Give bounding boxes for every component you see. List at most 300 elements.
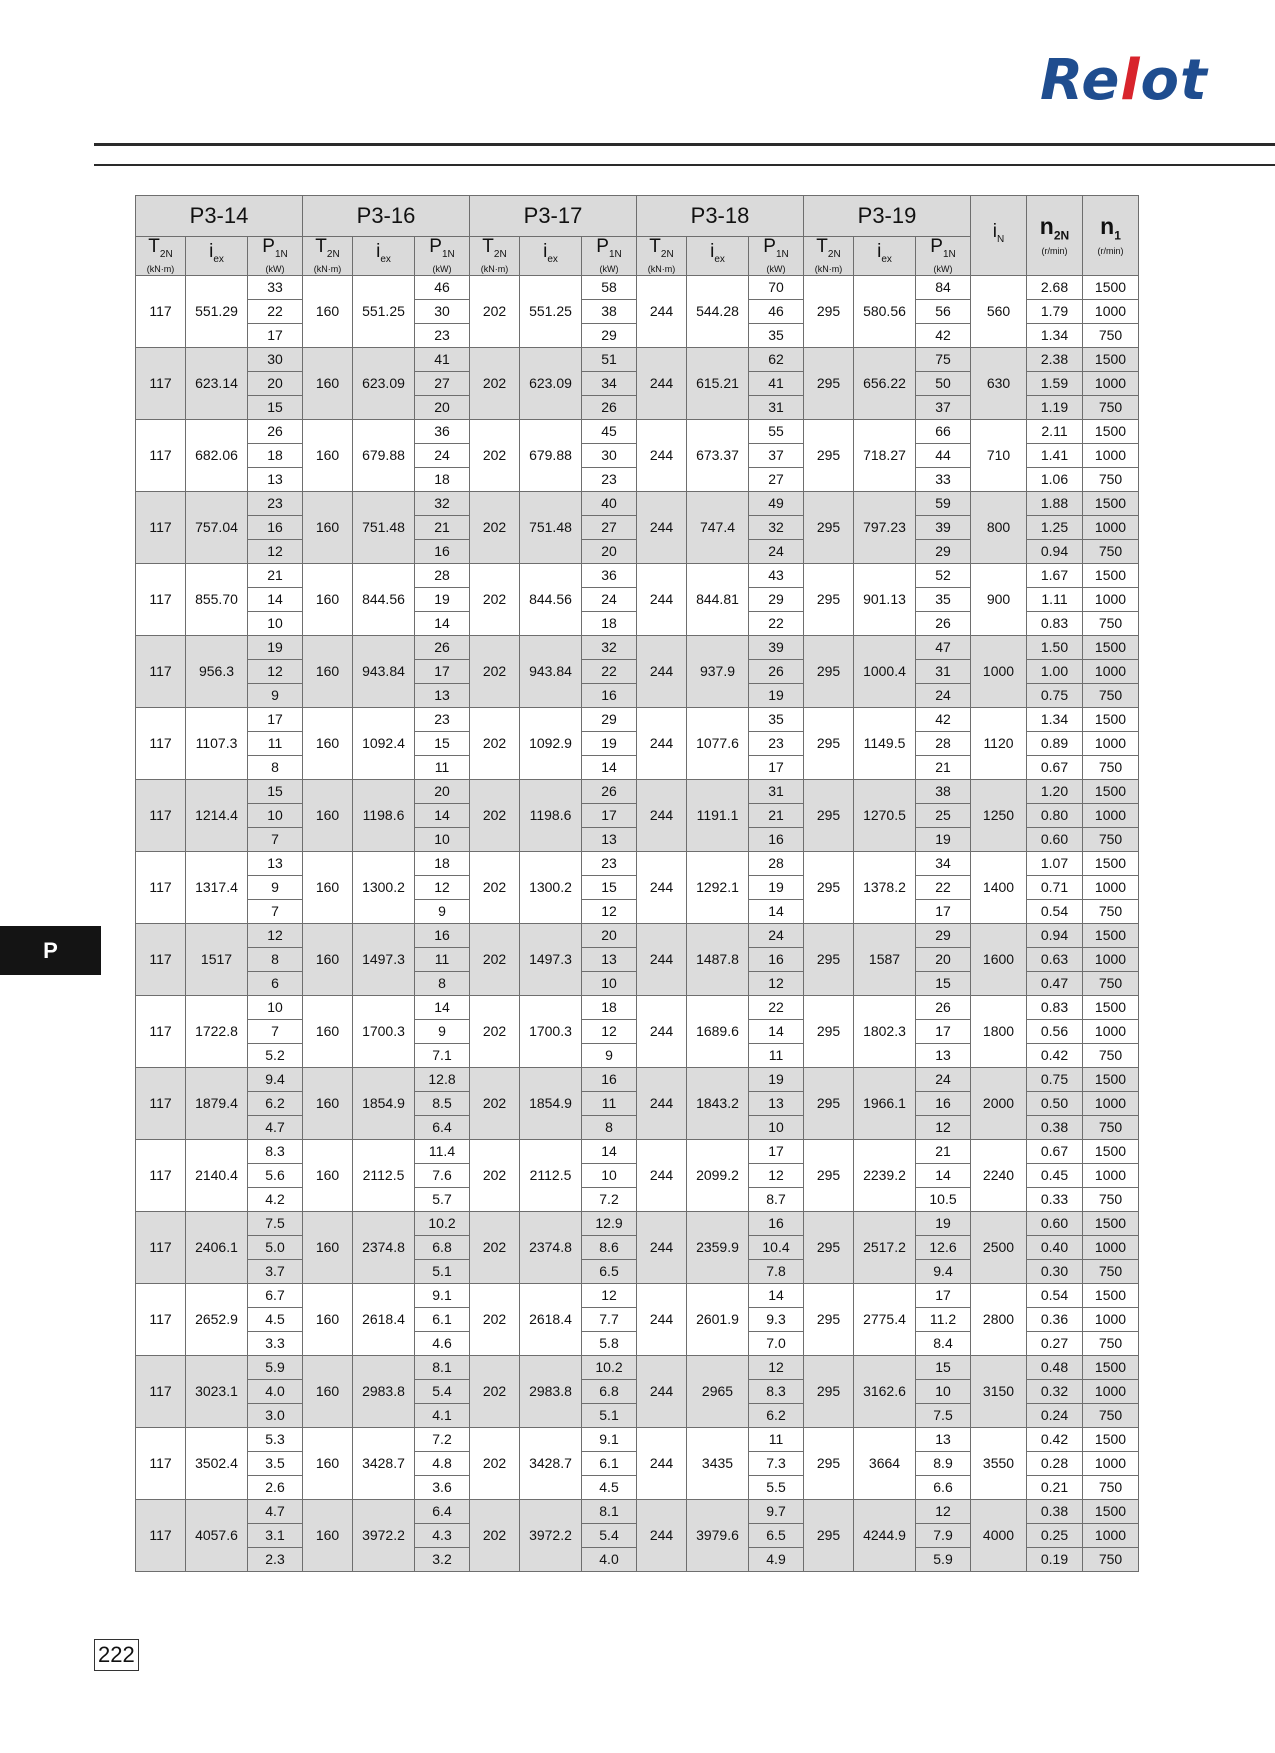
p1n-cell: 8 bbox=[248, 756, 303, 780]
t2n-cell: 160 bbox=[303, 564, 353, 636]
t2n-cell: 117 bbox=[136, 1284, 186, 1356]
iex-cell: 937.9 bbox=[687, 636, 749, 708]
p1n-cell: 62 bbox=[749, 348, 804, 372]
p1n-cell: 17 bbox=[749, 756, 804, 780]
p1n-cell: 13 bbox=[582, 828, 637, 852]
p1n-cell: 5.4 bbox=[582, 1524, 637, 1548]
in-cell: 900 bbox=[971, 564, 1027, 636]
iex-cell: 1092.9 bbox=[520, 708, 582, 780]
p1n-cell: 31 bbox=[916, 660, 971, 684]
t2n-cell: 202 bbox=[470, 348, 520, 420]
t2n-unit: (kN·m) bbox=[480, 263, 509, 274]
n1-cell: 1000 bbox=[1083, 732, 1139, 756]
iex-cell: 1191.1 bbox=[687, 780, 749, 852]
p1n-cell: 34 bbox=[916, 852, 971, 876]
p1n-cell: 33 bbox=[916, 468, 971, 492]
n1-cell: 750 bbox=[1083, 1476, 1139, 1500]
t2n-cell: 117 bbox=[136, 924, 186, 996]
p1n-cell: 16 bbox=[582, 1068, 637, 1092]
p1n-cell: 12 bbox=[582, 900, 637, 924]
n1-cell: 1500 bbox=[1083, 924, 1139, 948]
t2n-cell: 117 bbox=[136, 348, 186, 420]
iex-cell: 2983.8 bbox=[353, 1356, 415, 1428]
p1n-cell: 5.1 bbox=[415, 1260, 470, 1284]
n2n-cell: 0.60 bbox=[1027, 1212, 1083, 1236]
p1n-cell: 20 bbox=[916, 948, 971, 972]
p1n-cell: 4.2 bbox=[248, 1188, 303, 1212]
p1n-cell: 7.2 bbox=[415, 1428, 470, 1452]
p1n-cell: 49 bbox=[749, 492, 804, 516]
p1n-cell: 16 bbox=[916, 1092, 971, 1116]
p1n-cell: 22 bbox=[582, 660, 637, 684]
in-cell: 800 bbox=[971, 492, 1027, 564]
p1n-cell: 18 bbox=[582, 612, 637, 636]
table-row bbox=[136, 1140, 1139, 1164]
n2n-cell: 1.34 bbox=[1027, 708, 1083, 732]
iex-header bbox=[854, 237, 916, 276]
p1n-cell: 84 bbox=[916, 276, 971, 300]
model-header-p3-16: P3-16 bbox=[303, 196, 470, 237]
header-rule-bottom bbox=[94, 164, 1275, 166]
p1n-cell: 29 bbox=[749, 588, 804, 612]
t2n-subscript: 2N bbox=[493, 248, 507, 260]
model-header-p3-14: P3-14 bbox=[136, 196, 303, 237]
p1n-symbol: $P_{1N}$ bbox=[262, 236, 288, 260]
p1n-cell: 3.2 bbox=[415, 1548, 470, 1572]
n1-cell: 1000 bbox=[1083, 372, 1139, 396]
table-row bbox=[136, 1356, 1139, 1380]
p1n-cell: 12 bbox=[248, 924, 303, 948]
p1n-cell: 21 bbox=[415, 516, 470, 540]
table-row bbox=[136, 1212, 1139, 1236]
p1n-cell: 22 bbox=[749, 612, 804, 636]
p1n-cell: 5.0 bbox=[248, 1236, 303, 1260]
in-cell: 3550 bbox=[971, 1428, 1027, 1500]
p1n-cell: 12 bbox=[248, 660, 303, 684]
t2n-cell: 295 bbox=[804, 1140, 854, 1212]
iex-cell: 1966.1 bbox=[854, 1068, 916, 1140]
p1n-cell: 5.1 bbox=[582, 1404, 637, 1428]
t2n-cell: 160 bbox=[303, 492, 353, 564]
p1n-cell: 19 bbox=[749, 876, 804, 900]
p1n-cell: 17 bbox=[248, 708, 303, 732]
n2n-cell: 0.48 bbox=[1027, 1356, 1083, 1380]
iex-cell: 673.37 bbox=[687, 420, 749, 492]
iex-cell: 4244.9 bbox=[854, 1500, 916, 1572]
n2n-cell: 0.83 bbox=[1027, 996, 1083, 1020]
p1n-cell: 14 bbox=[248, 588, 303, 612]
p1n-cell: 11 bbox=[415, 948, 470, 972]
iex-cell: 551.25 bbox=[520, 276, 582, 348]
iex-header bbox=[520, 237, 582, 276]
iex-cell: 623.14 bbox=[186, 348, 248, 420]
iex-cell: 943.84 bbox=[353, 636, 415, 708]
p1n-cell: 9.3 bbox=[749, 1308, 804, 1332]
t2n-cell: 244 bbox=[637, 1068, 687, 1140]
t2n-cell: 202 bbox=[470, 1356, 520, 1428]
iex-cell: 2601.9 bbox=[687, 1284, 749, 1356]
p1n-cell: 8.7 bbox=[749, 1188, 804, 1212]
in-cell: 2800 bbox=[971, 1284, 1027, 1356]
p1n-cell: 10 bbox=[582, 1164, 637, 1188]
t2n-cell: 202 bbox=[470, 852, 520, 924]
p1n-cell: 8.1 bbox=[582, 1500, 637, 1524]
n1-cell: 750 bbox=[1083, 612, 1139, 636]
n2n-cell: 0.60 bbox=[1027, 828, 1083, 852]
n1-cell: 1500 bbox=[1083, 1284, 1139, 1308]
table-row bbox=[136, 1068, 1139, 1092]
t2n-cell: 160 bbox=[303, 852, 353, 924]
n1-cell: 750 bbox=[1083, 756, 1139, 780]
p1n-cell: 18 bbox=[582, 996, 637, 1020]
p1n-cell: 8.4 bbox=[916, 1332, 971, 1356]
t2n-cell: 295 bbox=[804, 1284, 854, 1356]
n2n-unit: (r/min) bbox=[1041, 246, 1068, 257]
t2n-cell: 244 bbox=[637, 276, 687, 348]
table-row bbox=[136, 1428, 1139, 1452]
p1n-cell: 4.9 bbox=[749, 1548, 804, 1572]
t2n-cell: 117 bbox=[136, 996, 186, 1068]
t2n-cell: 244 bbox=[637, 708, 687, 780]
in-cell: 710 bbox=[971, 420, 1027, 492]
table-row bbox=[136, 420, 1139, 444]
p1n-cell: 15 bbox=[248, 780, 303, 804]
table-row bbox=[136, 1500, 1139, 1524]
t2n-cell: 160 bbox=[303, 348, 353, 420]
t2n-cell: 295 bbox=[804, 492, 854, 564]
p1n-cell: 9.1 bbox=[415, 1284, 470, 1308]
iex-cell: 2517.2 bbox=[854, 1212, 916, 1284]
p1n-cell: 14 bbox=[916, 1164, 971, 1188]
n2n-symbol: $n_{2N}$ bbox=[1039, 212, 1070, 243]
iex-cell: 544.28 bbox=[687, 276, 749, 348]
p1n-cell: 18 bbox=[415, 852, 470, 876]
n1-cell: 1000 bbox=[1083, 300, 1139, 324]
iex-cell: 2406.1 bbox=[186, 1212, 248, 1284]
iex-cell: 1092.4 bbox=[353, 708, 415, 780]
t2n-cell: 244 bbox=[637, 1284, 687, 1356]
p1n-cell: 9 bbox=[582, 1044, 637, 1068]
in-symbol: $i_N$ bbox=[992, 220, 1005, 245]
n2n-cell: 0.54 bbox=[1027, 900, 1083, 924]
p1n-cell: 16 bbox=[749, 1212, 804, 1236]
t2n-subscript: 2N bbox=[827, 248, 841, 260]
p1n-symbol: $P_{1N}$ bbox=[429, 236, 455, 260]
p1n-cell: 26 bbox=[916, 996, 971, 1020]
iex-cell: 656.22 bbox=[854, 348, 916, 420]
t2n-cell: 160 bbox=[303, 996, 353, 1068]
t2n-cell: 160 bbox=[303, 636, 353, 708]
iex-cell: 1214.4 bbox=[186, 780, 248, 852]
n2n-cell: 0.25 bbox=[1027, 1524, 1083, 1548]
n2n-cell: 0.24 bbox=[1027, 1404, 1083, 1428]
p1n-cell: 8 bbox=[415, 972, 470, 996]
in-cell: 1120 bbox=[971, 708, 1027, 780]
n1-cell: 750 bbox=[1083, 468, 1139, 492]
n1-cell: 750 bbox=[1083, 1404, 1139, 1428]
p1n-cell: 18 bbox=[248, 444, 303, 468]
n1-cell: 750 bbox=[1083, 1116, 1139, 1140]
n2n-cell: 0.38 bbox=[1027, 1500, 1083, 1524]
n1-cell: 750 bbox=[1083, 1260, 1139, 1284]
t2n-cell: 295 bbox=[804, 1068, 854, 1140]
p1n-cell: 35 bbox=[916, 588, 971, 612]
t2n-cell: 244 bbox=[637, 780, 687, 852]
t2n-cell: 295 bbox=[804, 708, 854, 780]
t2n-cell: 160 bbox=[303, 708, 353, 780]
p1n-cell: 16 bbox=[582, 684, 637, 708]
logo-accent-letter: l bbox=[1120, 48, 1141, 113]
t2n-cell: 117 bbox=[136, 780, 186, 852]
p1n-symbol: $P_{1N}$ bbox=[930, 236, 956, 260]
t2n-cell: 117 bbox=[136, 1428, 186, 1500]
iex-cell: 1107.3 bbox=[186, 708, 248, 780]
iex-cell: 1149.5 bbox=[854, 708, 916, 780]
p1n-cell: 3.7 bbox=[248, 1260, 303, 1284]
iex-cell: 1300.2 bbox=[353, 852, 415, 924]
iex-cell: 3502.4 bbox=[186, 1428, 248, 1500]
t2n-header bbox=[136, 237, 186, 276]
n1-cell: 750 bbox=[1083, 1332, 1139, 1356]
t2n-symbol: $T_{2N}$ bbox=[315, 236, 340, 260]
t2n-cell: 202 bbox=[470, 1284, 520, 1356]
n2n-cell: 0.45 bbox=[1027, 1164, 1083, 1188]
n2n-cell: 0.19 bbox=[1027, 1548, 1083, 1572]
p1n-cell: 7.6 bbox=[415, 1164, 470, 1188]
p1n-header bbox=[749, 237, 804, 276]
n2n-cell: 0.94 bbox=[1027, 540, 1083, 564]
p1n-cell: 28 bbox=[916, 732, 971, 756]
n1-cell: 1000 bbox=[1083, 1524, 1139, 1548]
n1-cell: 750 bbox=[1083, 684, 1139, 708]
p1n-cell: 15 bbox=[582, 876, 637, 900]
iex-cell: 1300.2 bbox=[520, 852, 582, 924]
iex-cell: 615.21 bbox=[687, 348, 749, 420]
p1n-cell: 14 bbox=[749, 900, 804, 924]
n1-cell: 1000 bbox=[1083, 516, 1139, 540]
p1n-cell: 5.8 bbox=[582, 1332, 637, 1356]
table-body bbox=[136, 276, 1139, 1572]
p1n-cell: 29 bbox=[916, 924, 971, 948]
p1n-cell: 41 bbox=[749, 372, 804, 396]
in-cell: 2500 bbox=[971, 1212, 1027, 1284]
n2n-cell: 0.63 bbox=[1027, 948, 1083, 972]
p1n-cell: 14 bbox=[749, 1020, 804, 1044]
p1n-subscript: 1N bbox=[775, 248, 789, 260]
t2n-cell: 244 bbox=[637, 636, 687, 708]
t2n-cell: 202 bbox=[470, 1500, 520, 1572]
iex-cell: 747.4 bbox=[687, 492, 749, 564]
p1n-cell: 35 bbox=[749, 324, 804, 348]
iex-cell: 1854.9 bbox=[353, 1068, 415, 1140]
p1n-cell: 12.9 bbox=[582, 1212, 637, 1236]
p1n-cell: 11 bbox=[749, 1428, 804, 1452]
p1n-cell: 26 bbox=[248, 420, 303, 444]
p1n-cell: 3.1 bbox=[248, 1524, 303, 1548]
iex-cell: 1517 bbox=[186, 924, 248, 996]
iex-cell: 2652.9 bbox=[186, 1284, 248, 1356]
p1n-cell: 31 bbox=[749, 780, 804, 804]
p1n-cell: 59 bbox=[916, 492, 971, 516]
p1n-cell: 12 bbox=[749, 1356, 804, 1380]
iex-cell: 1487.8 bbox=[687, 924, 749, 996]
n2n-cell: 1.41 bbox=[1027, 444, 1083, 468]
n2n-cell: 0.42 bbox=[1027, 1044, 1083, 1068]
p1n-cell: 12 bbox=[582, 1020, 637, 1044]
t2n-cell: 244 bbox=[637, 1428, 687, 1500]
n1-cell: 1500 bbox=[1083, 1212, 1139, 1236]
p1n-cell: 21 bbox=[916, 1140, 971, 1164]
t2n-cell: 244 bbox=[637, 1356, 687, 1428]
t2n-cell: 202 bbox=[470, 420, 520, 492]
p1n-cell: 7 bbox=[248, 828, 303, 852]
iex-cell: 1879.4 bbox=[186, 1068, 248, 1140]
iex-cell: 1802.3 bbox=[854, 996, 916, 1068]
p1n-symbol: $P_{1N}$ bbox=[596, 236, 622, 260]
p1n-cell: 7.5 bbox=[248, 1212, 303, 1236]
p1n-cell: 8.3 bbox=[749, 1380, 804, 1404]
p1n-cell: 4.7 bbox=[248, 1116, 303, 1140]
p1n-cell: 22 bbox=[749, 996, 804, 1020]
n1-subscript: 1 bbox=[1114, 228, 1121, 243]
model-header-p3-17: P3-17 bbox=[470, 196, 637, 237]
t2n-cell: 117 bbox=[136, 420, 186, 492]
p1n-cell: 14 bbox=[582, 756, 637, 780]
n1-cell: 1500 bbox=[1083, 1428, 1139, 1452]
n1-cell: 1000 bbox=[1083, 948, 1139, 972]
t2n-cell: 160 bbox=[303, 1428, 353, 1500]
p1n-cell: 17 bbox=[916, 1020, 971, 1044]
p1n-cell: 8 bbox=[248, 948, 303, 972]
n1-cell: 1500 bbox=[1083, 780, 1139, 804]
p1n-cell: 7.0 bbox=[749, 1332, 804, 1356]
iex-header bbox=[687, 237, 749, 276]
p1n-cell: 17 bbox=[916, 900, 971, 924]
iex-subscript: ex bbox=[714, 253, 725, 265]
t2n-cell: 117 bbox=[136, 564, 186, 636]
iex-cell: 1198.6 bbox=[520, 780, 582, 852]
p1n-cell: 8.6 bbox=[582, 1236, 637, 1260]
iex-cell: 2775.4 bbox=[854, 1284, 916, 1356]
in-cell: 3150 bbox=[971, 1356, 1027, 1428]
p1n-cell: 7.7 bbox=[582, 1308, 637, 1332]
n2n-cell: 0.75 bbox=[1027, 1068, 1083, 1092]
p1n-cell: 5.9 bbox=[248, 1356, 303, 1380]
p1n-cell: 5.5 bbox=[749, 1476, 804, 1500]
n2n-cell: 0.75 bbox=[1027, 684, 1083, 708]
iex-cell: 943.84 bbox=[520, 636, 582, 708]
p1n-cell: 46 bbox=[415, 276, 470, 300]
p1n-cell: 43 bbox=[749, 564, 804, 588]
iex-cell: 2140.4 bbox=[186, 1140, 248, 1212]
p1n-subscript: 1N bbox=[608, 248, 622, 260]
p1n-cell: 50 bbox=[916, 372, 971, 396]
n2n-cell: 2.38 bbox=[1027, 348, 1083, 372]
iex-cell: 1000.4 bbox=[854, 636, 916, 708]
p1n-cell: 32 bbox=[415, 492, 470, 516]
in-cell: 1600 bbox=[971, 924, 1027, 996]
t2n-symbol: $T_{2N}$ bbox=[816, 236, 841, 260]
n2n-header bbox=[1027, 196, 1083, 276]
iex-cell: 3162.6 bbox=[854, 1356, 916, 1428]
p1n-cell: 21 bbox=[916, 756, 971, 780]
p1n-cell: 23 bbox=[582, 852, 637, 876]
t2n-cell: 160 bbox=[303, 1500, 353, 1572]
p1n-cell: 66 bbox=[916, 420, 971, 444]
p1n-cell: 3.6 bbox=[415, 1476, 470, 1500]
p1n-cell: 6.4 bbox=[415, 1500, 470, 1524]
p1n-cell: 29 bbox=[582, 708, 637, 732]
p1n-cell: 24 bbox=[582, 588, 637, 612]
n1-cell: 750 bbox=[1083, 396, 1139, 420]
n1-cell: 1500 bbox=[1083, 420, 1139, 444]
p1n-cell: 6 bbox=[248, 972, 303, 996]
in-cell: 2240 bbox=[971, 1140, 1027, 1212]
in-cell: 560 bbox=[971, 276, 1027, 348]
p1n-subscript: 1N bbox=[441, 248, 455, 260]
p1n-cell: 58 bbox=[582, 276, 637, 300]
iex-subscript: ex bbox=[547, 253, 558, 265]
p1n-cell: 23 bbox=[749, 732, 804, 756]
t2n-cell: 295 bbox=[804, 924, 854, 996]
p1n-cell: 6.6 bbox=[916, 1476, 971, 1500]
p1n-cell: 39 bbox=[916, 516, 971, 540]
p1n-cell: 3.5 bbox=[248, 1452, 303, 1476]
iex-subscript: ex bbox=[881, 253, 892, 265]
p1n-cell: 18 bbox=[415, 468, 470, 492]
iex-cell: 1378.2 bbox=[854, 852, 916, 924]
p1n-cell: 5.4 bbox=[415, 1380, 470, 1404]
n1-cell: 750 bbox=[1083, 324, 1139, 348]
iex-cell: 1700.3 bbox=[520, 996, 582, 1068]
in-cell: 1000 bbox=[971, 636, 1027, 708]
p1n-cell: 21 bbox=[248, 564, 303, 588]
n1-cell: 1500 bbox=[1083, 1356, 1139, 1380]
iex-cell: 844.56 bbox=[520, 564, 582, 636]
n1-cell: 750 bbox=[1083, 828, 1139, 852]
n1-cell: 1500 bbox=[1083, 564, 1139, 588]
p1n-cell: 4.5 bbox=[248, 1308, 303, 1332]
table-row bbox=[136, 276, 1139, 300]
p1n-cell: 7 bbox=[248, 1020, 303, 1044]
p1n-cell: 9 bbox=[415, 900, 470, 924]
in-cell: 1400 bbox=[971, 852, 1027, 924]
iex-cell: 901.13 bbox=[854, 564, 916, 636]
p1n-cell: 16 bbox=[749, 948, 804, 972]
section-tab-p[interactable]: P bbox=[0, 926, 101, 975]
p1n-cell: 29 bbox=[916, 540, 971, 564]
n2n-cell: 1.11 bbox=[1027, 588, 1083, 612]
p1n-cell: 26 bbox=[749, 660, 804, 684]
t2n-cell: 244 bbox=[637, 924, 687, 996]
iex-cell: 1198.6 bbox=[353, 780, 415, 852]
iex-symbol: $i_{ex}$ bbox=[209, 241, 224, 265]
p1n-cell: 12 bbox=[582, 1284, 637, 1308]
t2n-cell: 117 bbox=[136, 1500, 186, 1572]
p1n-cell: 2.6 bbox=[248, 1476, 303, 1500]
iex-cell: 1843.2 bbox=[687, 1068, 749, 1140]
iex-cell: 956.3 bbox=[186, 636, 248, 708]
iex-cell: 2112.5 bbox=[520, 1140, 582, 1212]
p1n-cell: 10 bbox=[749, 1116, 804, 1140]
p1n-cell: 9 bbox=[415, 1020, 470, 1044]
p1n-cell: 21 bbox=[749, 804, 804, 828]
p1n-cell: 39 bbox=[749, 636, 804, 660]
p1n-cell: 4.8 bbox=[415, 1452, 470, 1476]
p1n-cell: 10 bbox=[415, 828, 470, 852]
n1-cell: 1000 bbox=[1083, 1236, 1139, 1260]
iex-cell: 551.29 bbox=[186, 276, 248, 348]
